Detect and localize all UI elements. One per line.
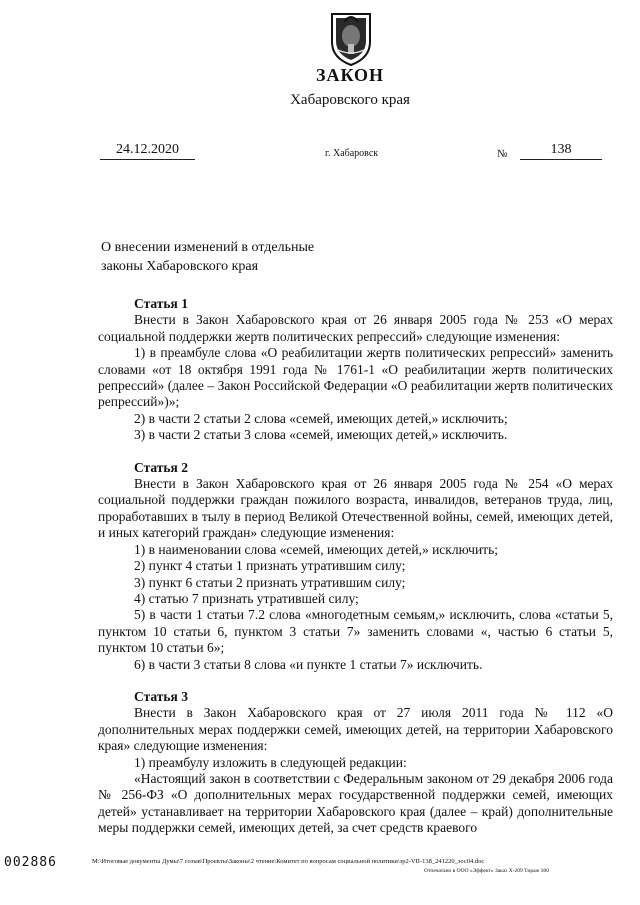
law-number: 138 [520,142,602,160]
article-1-item: 2) в части 2 статьи 2 слова «семей, имеющих детей,» исключить; [134,410,508,426]
print-info: Отпечатано в ООО «Эффект» Заказ Х-209 Тираж 300 [424,868,549,874]
article-3-item: 1) преамбулу изложить в следующей редакции: [134,754,407,770]
article-2-item: 6) в части 3 статьи 8 слова «и пункте 1 статьи 7» исключить. [134,656,483,672]
article-2-item: 4) статью 7 признать утратившей силу; [134,590,359,606]
law-body [98,296,613,837]
article-3-quote: «Настоящий закон в соответствии с Федеральным законом от 29 декабря 2006 года № 256-ФЗ «О дополнительных мерах государственной поддержки семей, имеющих детей» устанавливает на территории Хабаровского края (далее – край) дополнительные меры поддержки семей, имеющих детей, за счет средств краевого [98,770,613,836]
article-2-item: 3) пункт 6 статьи 2 признать утратившим силу; [134,574,406,590]
article-3-heading: Статья 3 [134,688,188,704]
article-2-intro: Внести в Закон Хабаровского края от 26 января 2005 года № 254 «О мерах социальной поддержки граждан пожилого возраста, инвалидов, ветеранов труда, лиц, проработавших в тылу в период Великой Отечественной войны, семей, имеющих детей, и иных категорий граждан» следующие изменения: [98,476,613,541]
article-1-heading: Статья 1 [134,296,188,311]
article-2-heading: Статья 2 [134,459,188,475]
law-title: ЗАКОН [315,65,385,85]
subject-line-1: О внесении изменений в отдельные [101,240,315,255]
article-1-item: 3) в части 2 статьи 3 слова «семей, имеющих детей,» исключить. [134,427,508,443]
article-1-intro: Внести в Закон Хабаровского края от 26 января 2005 года № 253 «О мерах социальной поддержки жертв политических репрессий» следующие изменения: [98,312,613,344]
law-subject [101,238,341,276]
article-2-item: 5) в части 1 статьи 7.2 слова «многодетным семьям,» исключить, слова «статьи 5, пунктом 10 статьи 6, пунктом 3 статьи 7» заменить словами «, частью 6 статьи 5, пунктом 10 статьи 6»; [98,607,613,656]
law-date: 24.12.2020 [100,142,195,160]
coat-of-arms-icon [326,8,376,68]
document-number: 002886 [4,855,57,870]
article-3-intro: Внести в Закон Хабаровского края от 27 июля 2011 года № 112 «О дополнительных мерах поддержки семей, имеющих детей, на территории Хабаровского края» следующие изменения: [98,705,613,754]
article-1-item: 1) в преамбуле слова «О реабилитации жертв политических репрессий» заменить словами «от 18 октября 1991 года № 1761-1 «О реабилитации жертв политических репрессий» (далее – Закон Российской Федерации «О реабилитации жертв политических репрессий»)»; [98,345,613,410]
number-label: № [497,148,508,160]
file-path: M:\Итоговые документы Думы\7 созыв\Проекты\Законы\2 чтение\Комитет по вопросам социальной политики\зр2-VII-138_241220_зос04.doc [92,858,485,865]
subject-line-2: законы Хабаровского края [101,259,259,274]
article-2-item: 1) в наименовании слова «семей, имеющих детей,» исключить; [134,541,498,557]
region-name: Хабаровского края [290,92,410,108]
city-name: г. Хабаровск [325,148,379,159]
article-2-item: 2) пункт 4 статьи 1 признать утратившим силу; [134,558,406,574]
